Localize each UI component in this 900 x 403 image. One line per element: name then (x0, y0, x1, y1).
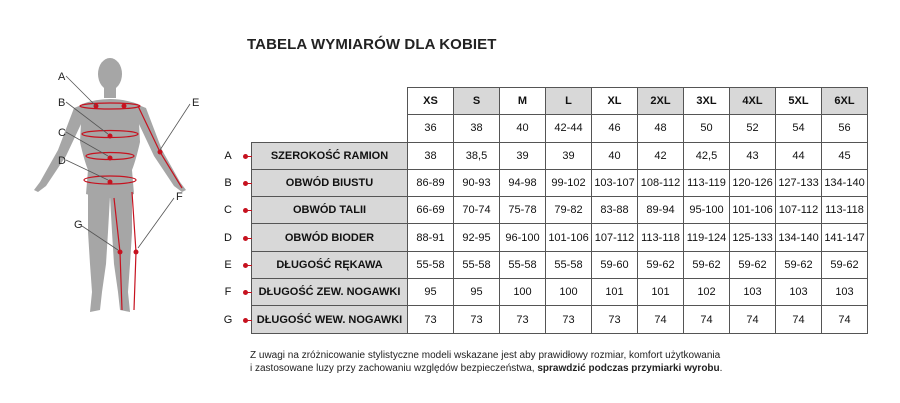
value-cell: 55-58 (546, 251, 592, 278)
value-cell: 39 (546, 142, 592, 169)
value-cell: 99-102 (546, 169, 592, 196)
value-cell: 86-89 (408, 169, 454, 196)
value-cell: 101-106 (546, 224, 592, 251)
value-cell: 90-93 (454, 169, 500, 196)
value-cell: 101-106 (730, 197, 776, 224)
row-marker-icon (240, 197, 252, 224)
eu-size-cell: 42-44 (546, 115, 592, 142)
row-marker-icon (240, 142, 252, 169)
callout-g: G (74, 219, 83, 231)
row-marker-icon (240, 306, 252, 333)
value-cell: 74 (638, 306, 684, 333)
value-cell: 73 (454, 306, 500, 333)
value-cell: 74 (776, 306, 822, 333)
value-cell: 119-124 (684, 224, 730, 251)
row-marker-icon (240, 169, 252, 196)
value-cell: 113-118 (638, 224, 684, 251)
size-header-cell: 4XL (730, 88, 776, 115)
table-row (216, 306, 868, 333)
value-cell: 100 (546, 279, 592, 306)
size-header-cell: 2XL (638, 88, 684, 115)
value-cell: 59-60 (592, 251, 638, 278)
value-cell: 95 (408, 279, 454, 306)
table-row (216, 142, 868, 169)
table-row (216, 279, 868, 306)
value-cell: 79-82 (546, 197, 592, 224)
value-cell: 94-98 (500, 169, 546, 196)
value-cell: 103 (730, 279, 776, 306)
value-cell: 141-147 (822, 224, 868, 251)
row-label: SZEROKOŚĆ RAMION (252, 142, 408, 169)
note-line-2-bold: sprawdzić podczas przymiarki wyrobu (537, 363, 720, 374)
row-label: DŁUGOŚĆ WEW. NOGAWKI (252, 306, 408, 333)
value-cell: 43 (730, 142, 776, 169)
value-cell: 103 (776, 279, 822, 306)
value-cell: 74 (684, 306, 730, 333)
page-title: TABELA WYMIARÓW DLA KOBIET (247, 36, 497, 53)
size-header-cell: L (546, 88, 592, 115)
value-cell: 103-107 (592, 169, 638, 196)
value-cell: 59-62 (822, 251, 868, 278)
row-label: OBWÓD BIUSTU (252, 169, 408, 196)
callout-a: A (58, 71, 66, 83)
row-marker-icon (240, 279, 252, 306)
value-cell: 42 (638, 142, 684, 169)
value-cell: 89-94 (638, 197, 684, 224)
value-cell: 55-58 (408, 251, 454, 278)
value-cell: 92-95 (454, 224, 500, 251)
value-cell: 108-112 (638, 169, 684, 196)
value-cell: 83-88 (592, 197, 638, 224)
callout-b: B (58, 97, 66, 109)
size-header-cell: S (454, 88, 500, 115)
value-cell: 73 (500, 306, 546, 333)
value-cell: 73 (546, 306, 592, 333)
value-cell: 95-100 (684, 197, 730, 224)
value-cell: 102 (684, 279, 730, 306)
row-letter: G (223, 313, 233, 326)
size-header-cell: 3XL (684, 88, 730, 115)
callout-e: E (192, 97, 200, 109)
value-cell: 101 (638, 279, 684, 306)
value-cell: 120-126 (730, 169, 776, 196)
note-line-2-text: i zastosowane luzy przy zachowaniu względów bezpieczeństwa, (250, 363, 538, 374)
row-letter: A (224, 149, 232, 162)
row-letter: B (224, 177, 232, 190)
eu-size-cell: 50 (684, 115, 730, 142)
value-cell: 96-100 (500, 224, 546, 251)
value-cell: 75-78 (500, 197, 546, 224)
value-cell: 59-62 (684, 251, 730, 278)
value-cell: 59-62 (776, 251, 822, 278)
note-line-2-end: . (719, 363, 723, 374)
value-cell: 59-62 (638, 251, 684, 278)
size-header-cell: XL (592, 88, 638, 115)
value-cell: 42,5 (684, 142, 730, 169)
size-header-row (216, 88, 868, 115)
row-letter: E (224, 258, 232, 271)
callout-f: F (176, 191, 183, 203)
eu-size-cell: 46 (592, 115, 638, 142)
table-row (216, 169, 868, 196)
value-cell: 70-74 (454, 197, 500, 224)
value-cell: 66-69 (408, 197, 454, 224)
row-letter: C (224, 204, 232, 217)
size-header-cell: XS (408, 88, 454, 115)
row-letter: D (224, 231, 232, 244)
row-marker-icon (240, 251, 252, 278)
eu-size-cell: 56 (822, 115, 868, 142)
value-cell: 107-112 (592, 224, 638, 251)
row-label: OBWÓD TALII (252, 197, 408, 224)
row-label: DŁUGOŚĆ RĘKAWA (252, 251, 408, 278)
size-table (216, 87, 868, 334)
value-cell: 39 (500, 142, 546, 169)
value-cell: 95 (454, 279, 500, 306)
value-cell: 113-119 (684, 169, 730, 196)
table-row (216, 224, 868, 251)
table-row (216, 197, 868, 224)
body-figure-illustration (10, 52, 230, 322)
value-cell: 113-118 (822, 197, 868, 224)
callout-c: C (58, 127, 66, 139)
eu-size-cell: 40 (500, 115, 546, 142)
note-line-2 (250, 362, 722, 375)
size-header-cell: 5XL (776, 88, 822, 115)
value-cell: 100 (500, 279, 546, 306)
value-cell: 44 (776, 142, 822, 169)
row-marker-icon (240, 224, 252, 251)
value-cell: 55-58 (454, 251, 500, 278)
value-cell: 107-112 (776, 197, 822, 224)
value-cell: 88-91 (408, 224, 454, 251)
row-label: DŁUGOŚĆ ZEW. NOGAWKI (252, 279, 408, 306)
eu-size-cell: 36 (408, 115, 454, 142)
value-cell: 59-62 (730, 251, 776, 278)
value-cell: 45 (822, 142, 868, 169)
value-cell: 40 (592, 142, 638, 169)
row-label: OBWÓD BIODER (252, 224, 408, 251)
value-cell: 103 (822, 279, 868, 306)
callout-d: D (58, 155, 66, 167)
value-cell: 73 (408, 306, 454, 333)
value-cell: 38 (408, 142, 454, 169)
value-cell: 127-133 (776, 169, 822, 196)
size-header-cell: 6XL (822, 88, 868, 115)
value-cell: 134-140 (822, 169, 868, 196)
eu-size-cell: 38 (454, 115, 500, 142)
value-cell: 55-58 (500, 251, 546, 278)
value-cell: 74 (822, 306, 868, 333)
value-cell: 134-140 (776, 224, 822, 251)
value-cell: 38,5 (454, 142, 500, 169)
eu-size-cell: 54 (776, 115, 822, 142)
row-letter: F (224, 286, 232, 299)
value-cell: 101 (592, 279, 638, 306)
eu-size-cell: 52 (730, 115, 776, 142)
value-cell: 73 (592, 306, 638, 333)
size-header-cell: M (500, 88, 546, 115)
value-cell: 74 (730, 306, 776, 333)
eu-size-row (216, 115, 868, 142)
value-cell: 125-133 (730, 224, 776, 251)
eu-size-cell: 48 (638, 115, 684, 142)
size-note (250, 349, 722, 375)
silhouette (34, 58, 186, 312)
table-row (216, 251, 868, 278)
note-line-1: Z uwagi na zróżnicowanie stylistyczne modeli wskazane jest aby prawidłowy rozmiar, komfort użytkowania (250, 350, 721, 361)
